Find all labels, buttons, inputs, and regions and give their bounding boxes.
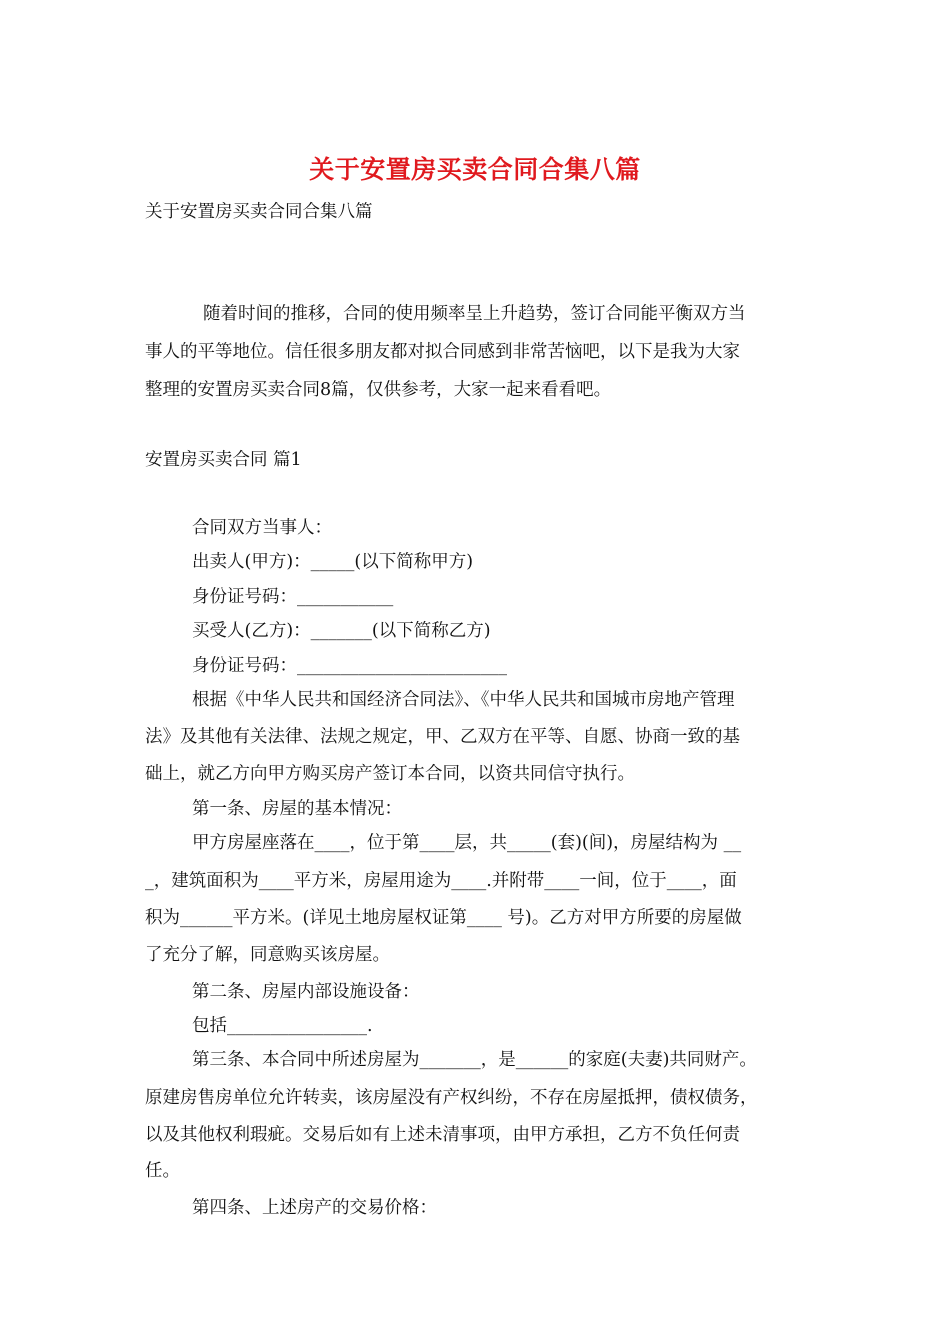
paragraph-line: 第三条、本合同中所述房屋为_______，是______的家庭(夫妻)共同财产。 (192, 1050, 757, 1070)
article-heading: 第四条、上述房产的交易价格： (192, 1198, 437, 1218)
paragraph-line: 随着时间的推移，合同的使用频率呈上升趋势，签订合同能平衡双方当 (203, 304, 746, 324)
paragraph-line: 甲方房屋座落在____，位于第____层，共_____(套)(间)，房屋结构为 __ (192, 833, 742, 853)
paragraph-line: 础上，就乙方向甲方购买房产签订本合同，以资共同信守执行。 (145, 764, 635, 784)
paragraph-line: 整理的安置房买卖合同8篇，仅供参考，大家一起来看看吧。 (145, 380, 612, 400)
paragraph-line: 了充分了解，同意购买该房屋。 (145, 945, 390, 965)
parties-heading: 合同双方当事人： (192, 518, 332, 538)
paragraph-line: 事人的平等地位。信任很多朋友都对拟合同感到非常苦恼吧，以下是我为大家 (145, 342, 740, 362)
paragraph-line: 根据《中华人民共和国经济合同法》、《中华人民共和国城市房地产管理 (192, 690, 735, 710)
paragraph-line: 积为______平方米。(详见土地房屋权证第____ 号)。乙方对甲方所要的房屋做 (145, 908, 742, 928)
paragraph-line: 原建房售房单位允许转卖，该房屋没有产权纠纷，不存在房屋抵押，债权债务， (145, 1088, 758, 1108)
article-heading: 第二条、房屋内部设施设备： (192, 982, 420, 1002)
seller-id-line: 身份证号码：___________ (192, 587, 394, 607)
document-subtitle: 关于安置房买卖合同合集八篇 (145, 202, 373, 222)
section-heading: 安置房买卖合同 篇1 (145, 450, 302, 470)
paragraph-line: 以及其他权利瑕疵。交易后如有上述未清事项，由甲方承担，乙方不负任何责 (145, 1125, 740, 1145)
paragraph-line: _，建筑面积为____平方米，房屋用途为____.并附带____一间，位于____，面 (145, 871, 737, 891)
paragraph-line: 任。 (145, 1161, 180, 1181)
seller-line: 出卖人(甲方)：_____(以下简称甲方) (192, 552, 474, 572)
paragraph-line: 法》及其他有关法律、法规之规定，甲、乙双方在平等、自愿、协商一致的基 (145, 727, 740, 747)
buyer-id-line: 身份证号码：________________________ (192, 656, 507, 676)
article-heading: 第一条、房屋的基本情况： (192, 799, 402, 819)
paragraph-line: 包括________________. (192, 1016, 373, 1036)
buyer-line: 买受人(乙方)：_______(以下简称乙方) (192, 621, 491, 641)
document-title: 关于安置房买卖合同合集八篇 (309, 155, 641, 184)
